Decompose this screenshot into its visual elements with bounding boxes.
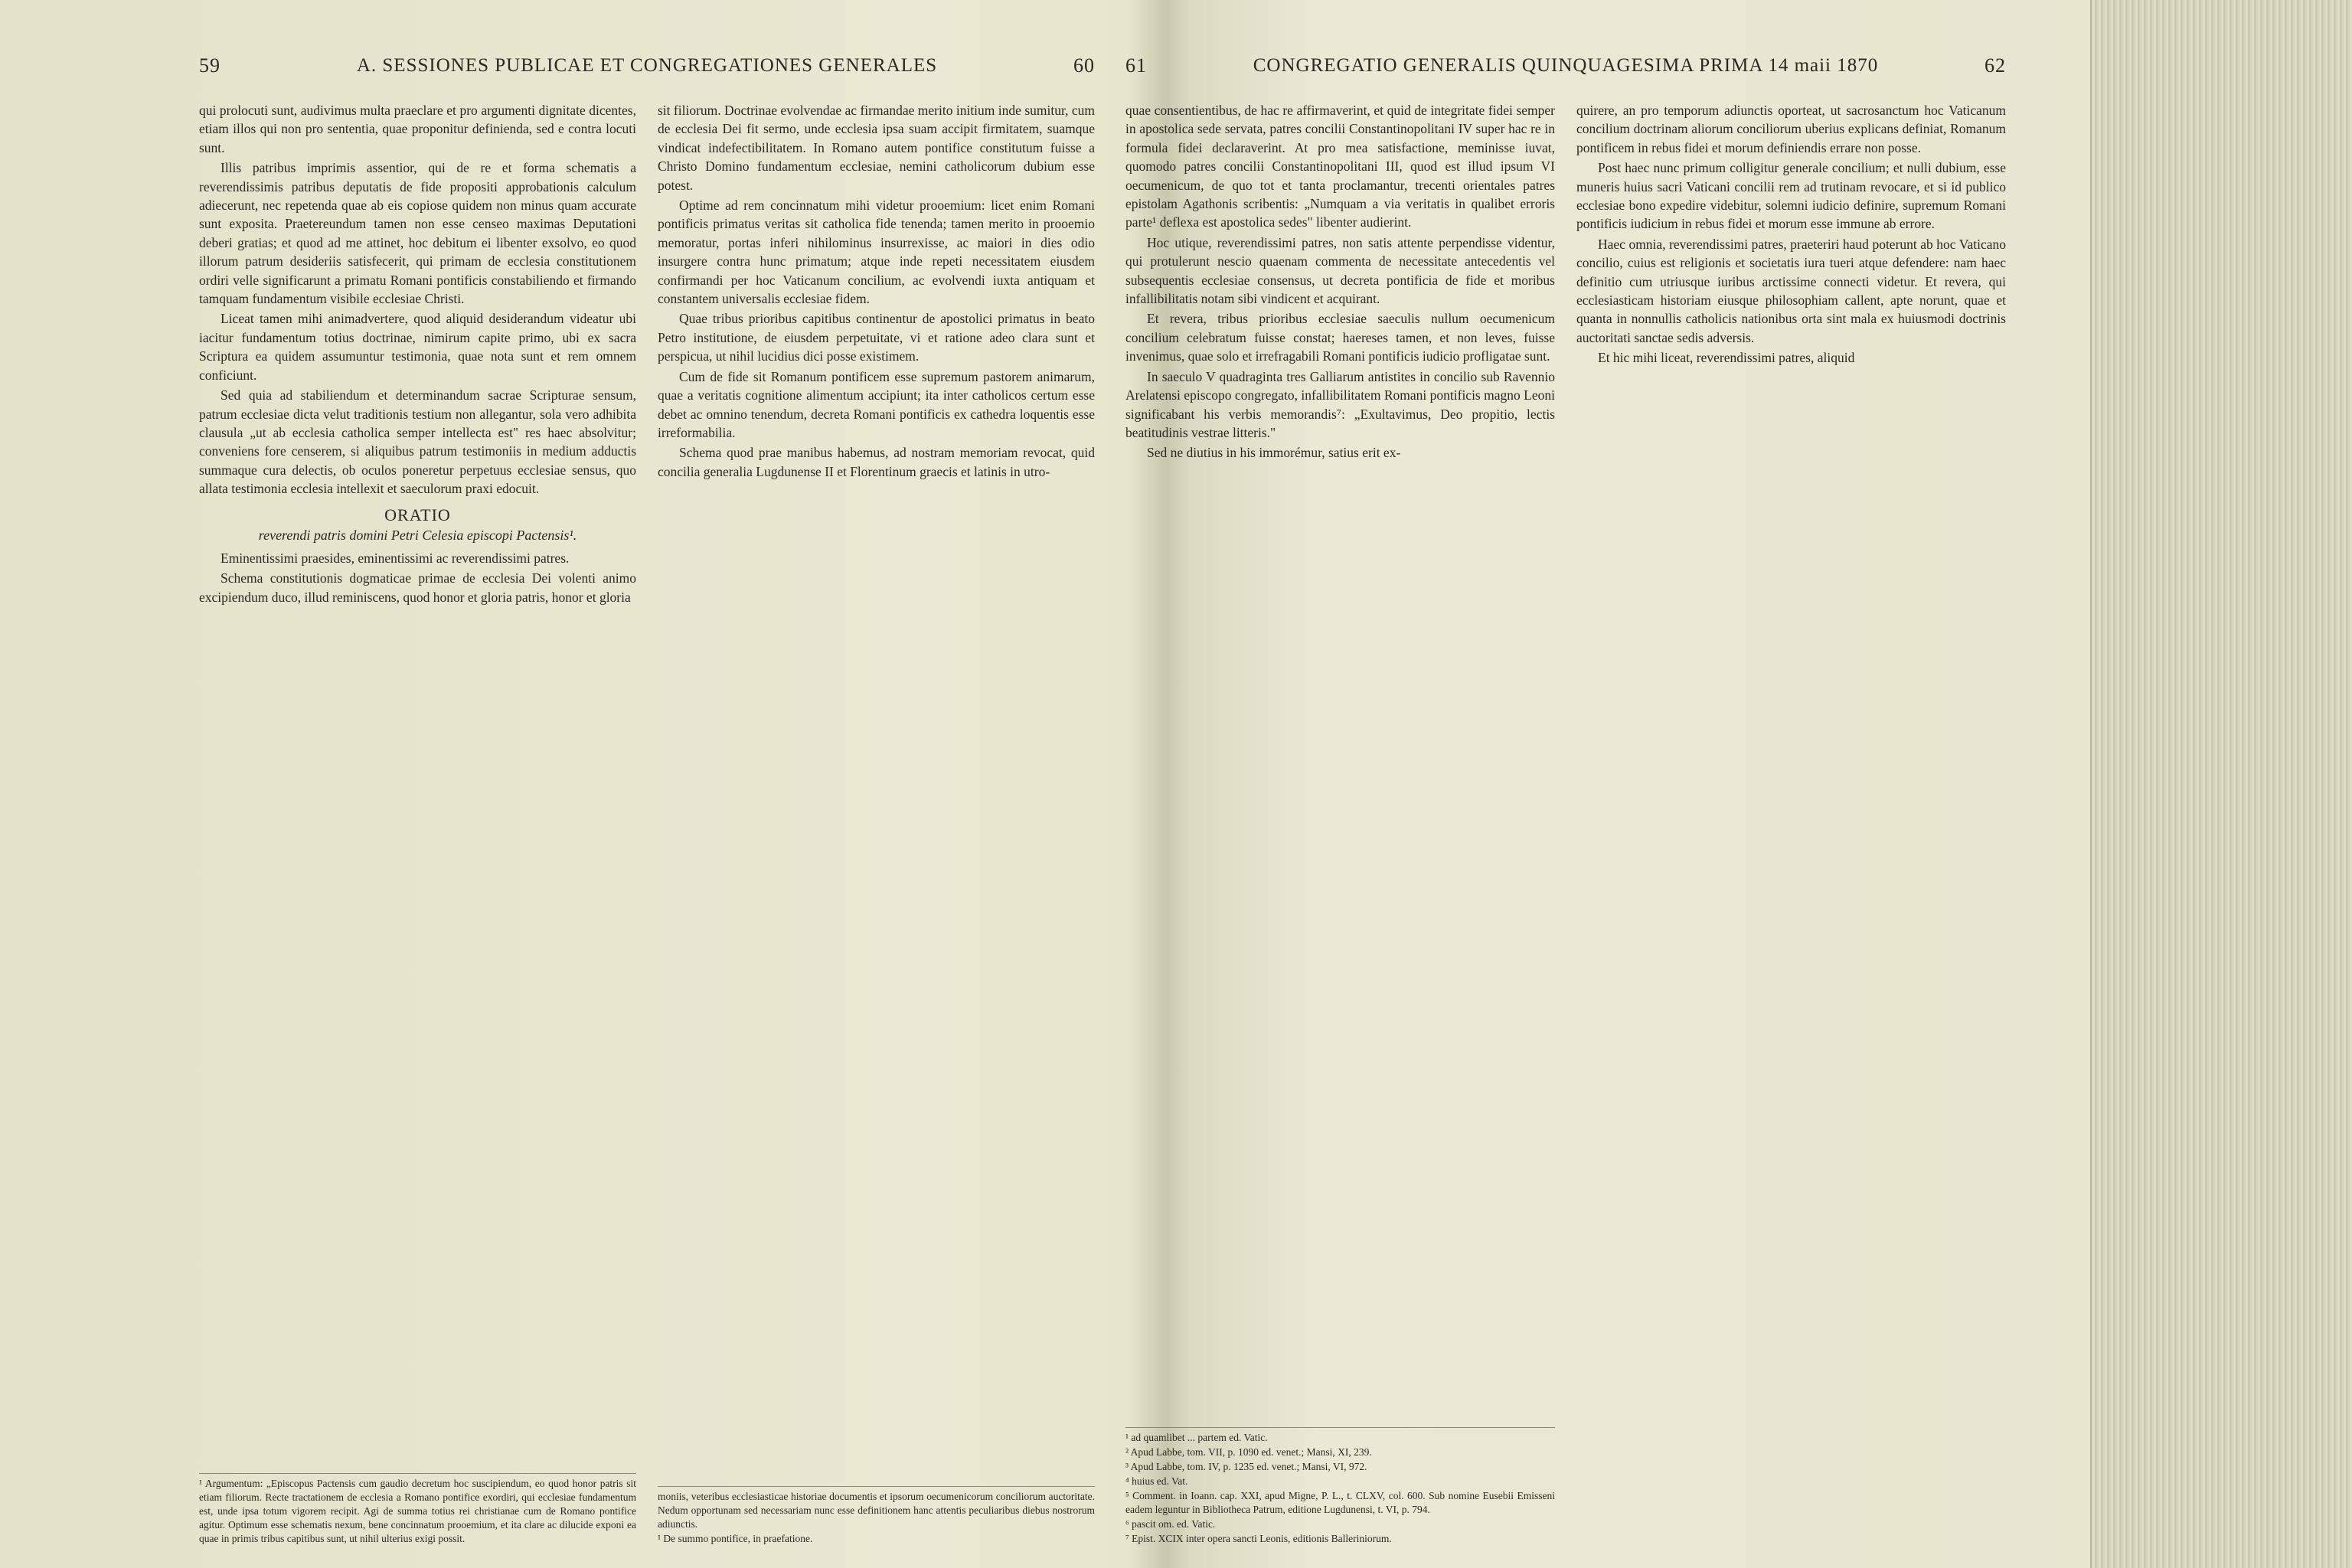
footnotes [658,1486,1095,1547]
paragraph: sit filiorum. Doctrinae evolvendae ac firmandae merito initium inde sumitur, cum de ecclesia Dei fit sermo, unde ecclesia ipsa suam accipit firmitatem, suamque vindicat indefectibilitatem. In Romano autem pontifice constitutum fuisse a Christo Domino fundamentum ecclesiae, nemini catholicorum dubium esse potest. [658,103,1095,193]
paragraph: In saeculo V quadraginta tres Galliarum antistites in concilio sub Ravennio Arelatensi episcopo congregato, infallibilitatem Romani pontificis magno Leoni significabant his verbis memorandis⁷: „Exultavimus, Deo propitio, lectis beatitudinis vestrae litteris." [1125,368,1555,440]
page-number: 60 [1073,54,1095,77]
left-page-columns [199,101,1095,1547]
paragraph: Et hic mihi liceat, reverendissimi patres, aliquid [1598,350,1855,366]
footnote: ⁵ Comment. in Ioann. cap. XXI, apud Migne, P. L., t. CLXV, col. 600. Sub nomine Eusebii Emisseni eadem leguntur in Bibliotheca Patrum, editione Lugdunensi, t. VI, p. 794. [1125,1490,1555,1515]
paragraph: Schema constitutionis dogmaticae primae de ecclesia Dei volenti animo excipiendum duco, illud reminiscens, quod honor et gloria patris, honor et gloria [199,570,636,605]
right-column-1 [1125,101,1555,1547]
paragraph: Sed ne diutius in his immorémur, satius erit ex- [1147,445,1401,461]
paragraph: Illis patribus imprimis assentior, qui de re et forma schematis a reverendissimis patribus deputatis de fide propositi approbationis calculum adiecerunt, nec repetenda quae ab eis copiose quidem non minus quam accurate sunt exposita. Praetereundum tamen non esse censeo maximas Deputationi deberi gratias; et quod ad me attinet, hoc debitum ei libenter exsolvo, eo quod illorum patrum desideriis satisfecerit, qui primam de ecclesia constitutionem ordiri velle significarunt a primatu Romani pontificis constabiliendo et firmando tamquam fundamentum visibile ecclesiae Christi. [199,160,636,307]
paragraph: quae consentientibus, de hac re affirmaverint, et quid de integritate fidei semper in apostolica sede servata, patres concilii Constantinopolitani IV super hac re in formula fidei declaraverint. At pro mea satisfactione, meminisse iuvat, quomodo patres concilii Constantinopolitani III, quod est illud ipsum VI oecumenicum, de quo tot et tanta proclamantur, trecenti orientales patres epistolam Agathonis scribentis: „Numquam a via veritatis in qualibet erroris parte¹ deflexa est apostolica sedes" libenter audierint. [1125,103,1555,230]
page-number: 61 [1125,54,1147,77]
footnote: ⁶ pascit om. ed. Vatic. [1125,1518,1216,1530]
footnote: ¹ De summo pontifice, in praefatione. [658,1533,813,1544]
paragraph: Optime ad rem concinnatum mihi videtur prooemium: licet enim Romani pontificis primatus veritas sit catholica fide tenenda; tamen merito in prooemio memoratur, portas inferi nihilominus insurrexisse, ac maiori in dies odio insurgere contra hunc primatum; atque inde repeti necessitatem eiusdem confirmandi per hoc Vaticanum concilium, ac evolvendi iuxta antiquam et constantem universalis ecclesiae fidem. [658,198,1095,307]
footnote: ² Apud Labbe, tom. VII, p. 1090 ed. venet.; Mansi, XI, 239. [1125,1446,1372,1458]
paragraph: quirere, an pro temporum adiunctis oporteat, ut sacrosanctum hoc Vaticanum concilium doctrinam aliorum conciliorum uberius explicans definiat, Romanum pontificem in rebus fidei et morum definiendis errare non posse. [1576,103,2006,155]
paragraph: Schema quod prae manibus habemus, ad nostram memoriam revocat, quid concilia generalia Lugdunense II et Florentinum graecis et latinis in utro- [658,445,1095,479]
paragraph: Eminentissimi praesides, eminentissimi ac reverendissimi patres. [220,550,570,566]
paragraph: Post haec nunc primum colligitur generale concilium; et nulli dubium, esse muneris huius sacri Vaticani concilii rem ad trutinam revocare, et si id publico ecclesiae bono expedire videbitur, solemni iudicio definire, supremum Romani pontificis iudicium in rebus fidei et morum esse immune ab errore. [1576,160,2006,232]
paragraph: Et revera, tribus prioribus ecclesiae saeculis nullum oecumenicum concilium celebratum fuisse constat; haereses tamen, et non leves, fuisse invenimus, quae solo et irrefragabili Romani pontificis iudicio profligatae sunt. [1125,311,1555,364]
footnote: moniis, veteribus ecclesiasticae historiae documentis et ipsorum oecumenicorum conciliorum auctoritate. Nedum opportunam sed necessariam nunc esse definitionem hanc attentis peculiaribus diebus nostrorum adiunctis. [658,1491,1095,1530]
page-number: 59 [199,54,220,77]
footnote: ¹ Argumentum: „Episcopus Pactensis cum gaudio decretum hoc suscipiendum, eo quod honor patris sit etiam filiorum. Recte tractationem de ecclesia a Romano pontifice exordiri, qui ecclesiae fundamentum est, unde ipsa totum vigorem recipit. Agi de summa totius rei christianae cum de Romano pontifice agitur. Optimum esse schematis nexum, bene concinnatum prooemium, et ita clare ac dilucide exponi ea quae in primis tribus capitibus sunt, ut nihil ulterius exigi possit. [199,1478,636,1544]
footnotes [1125,1427,1555,1547]
oration-heading: ORATIO [384,505,451,524]
right-column-2 [1576,101,2006,1547]
left-page-header [199,46,1095,86]
left-column-2 [658,101,1095,1547]
page-fore-edge [2090,0,2352,1568]
paragraph: qui prolocuti sunt, audivimus multa praeclare et pro argumenti dignitate dicentes, etiam illos qui non pro sententia, quae proponitur definienda, sed e contra locuti sunt. [199,103,636,155]
paragraph: Quae tribus prioribus capitibus continentur de apostolici primatus in beato Petro institutione, de eiusdem perpetuitate, vi et ratione adeo clara sunt et perspicua, ut nihil lucidius dici posse existimem. [658,311,1095,364]
paragraph: Haec omnia, reverendissimi patres, praeteriri haud poterunt ab hoc Vaticano concilio, cuius est religionis et societatis iura tueri atque defendere: nam haec definitio cum utriusque iuribus arctissime connecti videtur. Et revera, qui ecclesiasticam historiam eiusque philosophiam callent, apte norunt, quae et quanta in nonnullis catholicis nationibus orta sint mala ex huiusmodi doctrinis auctoritati sanctae sedis adversis. [1576,236,2006,345]
footnotes [199,1473,636,1547]
footnote: ⁷ Epist. XCIX inter opera sancti Leonis, editionis Balleriniorum. [1125,1533,1392,1544]
paragraph: Sed quia ad stabiliendum et determinandum sacrae Scripturae sensum, patrum ecclesiae dicta velut traditionis testium non allegantur, sola vero adhibita clausula „ut ab ecclesia catholica semper intellecta est" res haec absolvitur; conveniens fore censerem, si aliquibus patrum testimoniis in medium adductis summaque cura delectis, ob oculos poneretur perpetuus ecclesiae sensus, quo allata testimonia ecclesia intellexit et saeculorum praxi edocuit. [199,387,636,497]
running-title: CONGREGATIO GENERALIS QUINQUAGESIMA PRIMA 14 maii 1870 [1253,55,1879,76]
left-page [199,46,1095,1547]
paragraph: Cum de fide sit Romanum pontificem esse supremum pastorem animarum, quae a veritatis cognitione alimentum accipiunt; ita inter catholicos certum esse debet ac omnino tenendum, decreta Romani pontificis ex cathedra loquentis esse irreformabilia. [658,368,1095,440]
right-page [1125,46,2006,1547]
page-number: 62 [1984,54,2006,77]
left-column-1 [199,101,636,1547]
running-title: A. SESSIONES PUBLICAE ET CONGREGATIONES GENERALES [356,55,938,76]
right-page-header [1125,46,2006,86]
footnote: ¹ ad quamlibet ... partem ed. Vatic. [1125,1432,1268,1443]
footnote: ⁴ huius ed. Vat. [1125,1475,1188,1487]
right-page-columns [1125,101,2006,1547]
footnote: ³ Apud Labbe, tom. IV, p. 1235 ed. venet.; Mansi, VI, 972. [1125,1461,1367,1472]
paragraph: Hoc utique, reverendissimi patres, non satis attente perpendisse videntur, qui protulerunt nescio quaenam commenta de necessitate antecedentis vel subsequentis ecclesiae consensus, ut decreta pontificia de fide et moribus infallibilitatis notam sibi vindicent et acquirant. [1125,234,1555,307]
oration-subheading: reverendi patris domini Petri Celesia episcopi Pactensis¹. [258,527,577,543]
paragraph: Liceat tamen mihi animadvertere, quod aliquid desiderandum videatur ubi iacitur fundamentum totius doctrinae, nimirum capite primo, ubi ex sacra Scriptura ea quidem assumuntur testimonia, quae nota sunt et rem omnem conficiunt. [199,311,636,383]
